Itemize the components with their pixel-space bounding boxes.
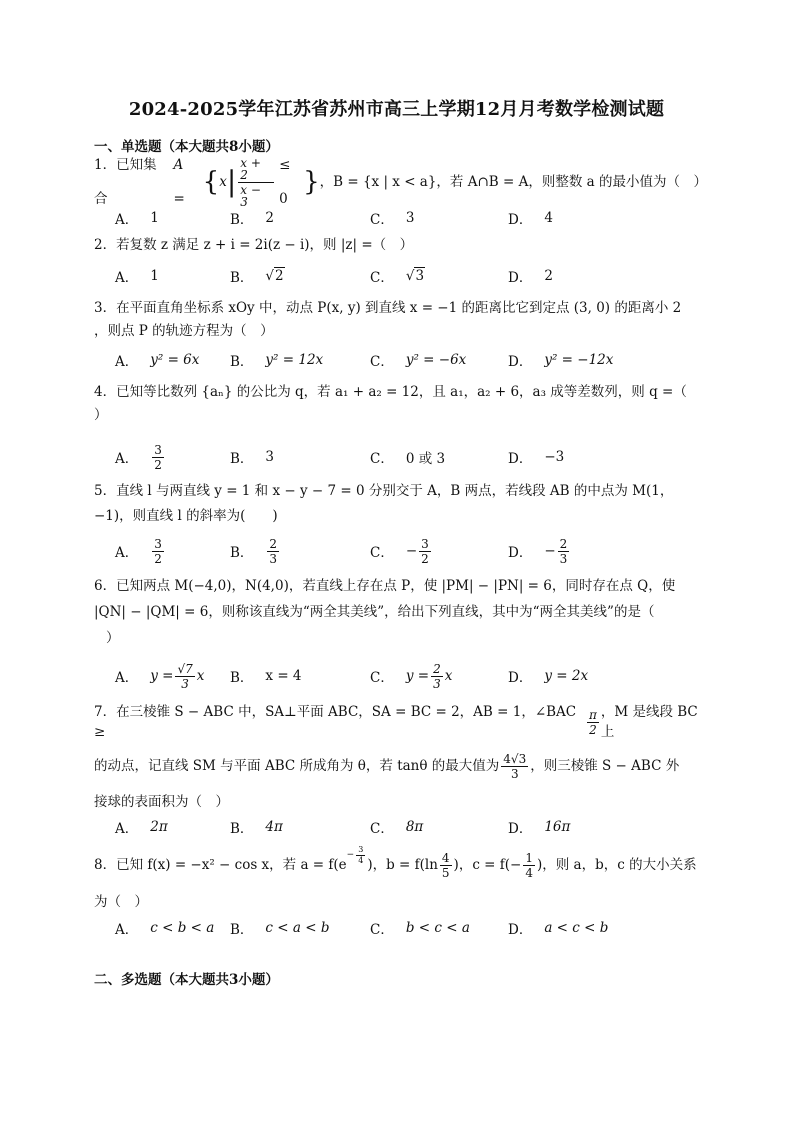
q5-line-2: −1)，则直线 l 的斜率为( ) xyxy=(94,508,278,524)
q6-options xyxy=(115,660,715,692)
q8-exponent: − 3 4 xyxy=(346,844,364,865)
question-7-line-1: 7．在三棱锥 S − ABC 中，SA⊥平面 ABC，SA = BC = 2，AB = 1，∠BAC ≥ $\frac{\pi}{2}$ ，M 是线段 BC 上 xyxy=(94,704,698,740)
q5-options xyxy=(115,536,715,566)
q8-options xyxy=(115,916,715,940)
q4-line-2: ） xyxy=(94,407,108,423)
section-heading-single-choice: 一、单选题（本大题共8小题） xyxy=(94,139,279,155)
q3-options xyxy=(115,348,715,372)
sqrt-symbol: √3 xyxy=(405,268,425,284)
question-5 xyxy=(94,480,714,527)
q3-line-1: 3．在平面直角坐标系 xOy 中，动点 P(x, y) 到直线 x = −1 的距离比它到定点 (3, 0) 的距离小 2 xyxy=(94,300,682,316)
q1-rest: ，B = {x | x < a}，若 A∩B = A，则整数 a 的最小值为（ ） xyxy=(319,174,707,190)
q1-option-c: C． 3 xyxy=(370,210,415,228)
q3-option-a: A． y² = 6x xyxy=(115,352,200,370)
q6-line-1: 6．已知两点 M(−4,0)，N(4,0)，若直线上存在点 P，使 |PM| − |PN| = 6，同时存在点 Q，使 xyxy=(94,578,676,594)
q4-option-d: D． −3 xyxy=(508,449,565,467)
q5-option-b: B． $\frac{2}{3}$ xyxy=(230,536,278,566)
q7-option-b: B． 4π xyxy=(230,819,283,837)
q1-number: 1．已知集合 xyxy=(94,157,157,207)
q5-line-1: 5．直线 l 与两直线 y = 1 和 x − y − 7 = 0 分别交于 A，B 两点，若线段 AB 的中点为 M(1， xyxy=(94,483,674,499)
q1-set-a: A = xyxy=(173,157,185,207)
q6-line-3: ） xyxy=(106,630,120,646)
q3-line-2: ，则点 P 的轨迹方程为（ ） xyxy=(94,323,274,339)
q1-option-b: B． 2 xyxy=(230,210,275,228)
q8-option-a: A． c < b < a xyxy=(115,920,215,938)
q3-option-c: C． y² = −6x xyxy=(370,352,467,370)
q6-option-d: D． y = 2x xyxy=(508,668,589,686)
q2-option-c: C． √3 xyxy=(370,268,425,286)
sqrt-symbol: √2 xyxy=(265,268,284,284)
q2-option-a: A． 1 xyxy=(115,268,159,286)
q1-frac-den: x − 3 xyxy=(240,182,261,209)
q1-bar: | xyxy=(226,165,237,198)
q6-option-a: A． y = $\frac{√7}{3}$ x xyxy=(115,661,205,691)
q6-option-b: B． x = 4 xyxy=(230,668,302,686)
page-title: 2024-2025学年江苏省苏州市高三上学期12月月考数学检测试题 xyxy=(128,99,665,120)
q1-option-d: D． 4 xyxy=(508,210,553,228)
q3-option-b: B． y² = 12x xyxy=(230,352,324,370)
q4-option-c: C． 0 或 3 xyxy=(370,451,446,467)
q5-option-c: C． − $\frac{3}{2}$ xyxy=(370,536,429,566)
q1-var-x: x xyxy=(219,174,227,190)
q1-fraction xyxy=(238,157,274,208)
q4-option-b: B． 3 xyxy=(230,449,275,467)
q6-line-2: |QN| − |QM| = 6，则称该直线为“两全其美线”，给出下列直线，其中为“两全其美线”的是（ xyxy=(94,604,655,620)
q8-option-d: D． a < c < b xyxy=(508,920,609,938)
q1-brace-left: { xyxy=(202,167,220,197)
q1-options xyxy=(115,206,715,230)
question-7-line-3: 接球的表面积为（ ） xyxy=(94,794,229,810)
q5-option-d: D． − $\frac{2}{3}$ xyxy=(508,536,568,566)
question-3 xyxy=(94,298,714,341)
q4-line-1: 4．已知等比数列 {aₙ} 的公比为 q，若 a₁ + a₂ = 12，且 a₁，a₂ + 6，a₃ 成等差数列，则 q =（ xyxy=(94,384,687,400)
question-6 xyxy=(94,575,714,649)
section-heading-multiple-choice: 二、多选题（本大题共3小题） xyxy=(94,972,279,988)
q4-option-a: A． $\frac{3}{2}$ xyxy=(115,442,162,472)
q2-option-d: D． 2 xyxy=(508,268,553,286)
q2-option-b: B． √2 xyxy=(230,268,284,286)
q7-option-c: C． 8π xyxy=(370,819,424,837)
q7-option-d: D． 16π xyxy=(508,819,571,837)
q6-option-c: C． y = $\frac{2}{3}$ x xyxy=(370,661,453,691)
q4-option-a-fraction: $\frac{3}{2}$ xyxy=(154,442,162,472)
q8-option-b: B． c < a < b xyxy=(230,920,330,938)
question-2: 2．若复数 z 满足 z + i = 2i(z − i)，则 |z| =（ ） xyxy=(94,237,414,253)
q7-options xyxy=(115,815,715,839)
q1-le0: ≤ 0 xyxy=(279,157,291,207)
q1-frac-num: x + 2 xyxy=(238,157,274,183)
q1-option-a: A． 1 xyxy=(115,210,159,228)
q4-options xyxy=(115,442,715,472)
q8-option-c: C． b < c < a xyxy=(370,920,470,938)
question-1 xyxy=(94,155,707,209)
q3-option-d: D． y² = −12x xyxy=(508,352,614,370)
question-4 xyxy=(94,382,714,425)
q2-options xyxy=(115,264,715,288)
q5-option-a: A． $\frac{3}{2}$ xyxy=(115,536,162,566)
q1-brace-right: } xyxy=(303,167,320,197)
question-8-line-2: 为（ ） xyxy=(94,894,148,910)
question-8-line-1: 8．已知 f(x) = −x² − cos x，若 a = f(e $^{- \frac{3}{4}}$ )，b = f(ln $\frac{4}{5}$ )，c = f(− $\frac{1}{4}$ )，则 a，b，c 的大小关系 xyxy=(94,844,697,880)
question-7-line-2: 的动点，记直线 SM 与平面 ABC 所成角为 θ，若 tanθ 的最大值为 $\frac{4√3}{3}$ ，则三棱锥 S − ABC 外 xyxy=(94,751,680,781)
q7-option-a: A． 2π xyxy=(115,819,168,837)
